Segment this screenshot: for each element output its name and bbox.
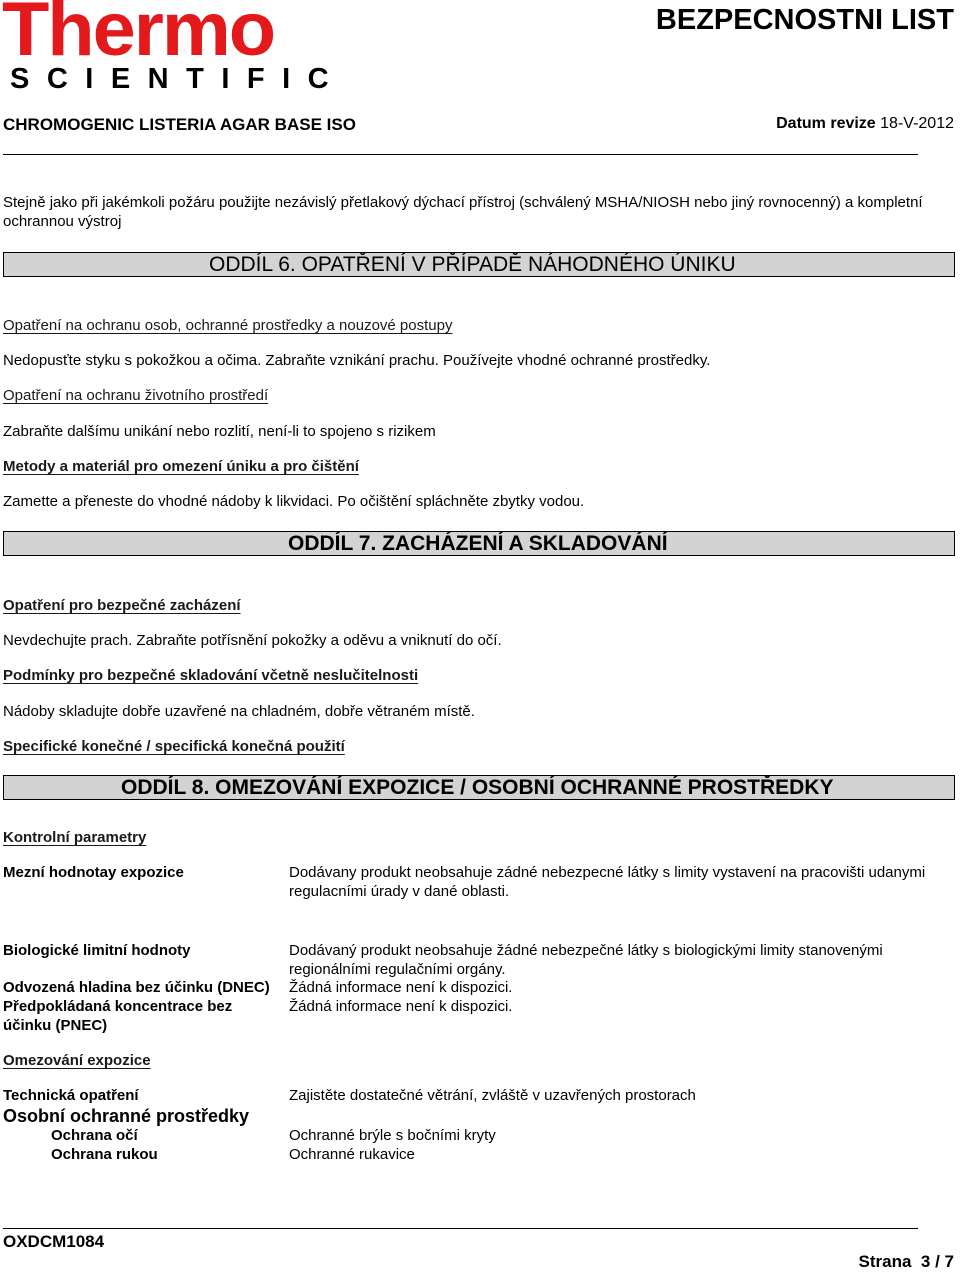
safe-handling-heading: Opatření pro bezpečné zacházení (3, 597, 241, 614)
exposure-limits-value: Dodávany produkt neobsahuje zádné nebezpecné látky s limity vystavení na pracovišti udanymi regulacními úrady v dané oblasti. (289, 864, 926, 900)
page-total: 7 (944, 1252, 954, 1271)
revision-date: 18-V-2012 (880, 115, 954, 132)
specific-end-use-heading: Specifické konečné / specifická konečná použití (3, 738, 345, 755)
pnec-label-line-1: Předpokládaná koncentrace bez (3, 998, 233, 1015)
exposure-controls-heading: Omezování expozice (3, 1052, 151, 1069)
dnec-value: Žádná informace není k dispozici. (289, 979, 513, 996)
page-number: Strana 3 / 7 (858, 1252, 954, 1271)
document-code: OXDCM1084 (3, 1232, 105, 1251)
section-6-title: ODDÍL 6. OPATŘENÍ V PŘÍPADĚ NÁHODNÉHO ÚNIKU (209, 253, 736, 276)
exposure-limits-label: Mezní hodnotay expozice (3, 864, 184, 881)
biological-limits-label: Biologické limitní hodnoty (3, 942, 191, 959)
eye-protection-value: Ochranné brýle s bočními kryty (289, 1127, 496, 1144)
revision-info (776, 115, 954, 133)
product-name: CHROMOGENIC LISTERIA AGAR BASE ISO (3, 115, 356, 134)
hand-protection-value: Ochranné rukavice (289, 1146, 415, 1163)
footer-divider (3, 1228, 918, 1229)
section-8-title: ODDÍL 8. OMEZOVÁNÍ EXPOZICE / OSOBNÍ OCHRANNÉ PROSTŘEDKY (121, 776, 834, 799)
header-divider (3, 154, 918, 155)
section-7-title: ODDÍL 7. ZACHÁZENÍ A SKLADOVÁNÍ (288, 532, 668, 555)
cleanup-methods-heading: Metody a materiál pro omezení úniku a pro čištění (3, 458, 359, 475)
page-current: 3 (920, 1252, 931, 1271)
control-parameters-heading: Kontrolní parametry (3, 829, 147, 846)
cleanup-methods-text: Zamette a přeneste do vhodné nádoby k likvidaci. Po očištění spláchněte zbytky vodou. (3, 493, 585, 510)
intro-text: Stejně jako při jakémkoli požáru použijte nezávislý přetlakový dýchací přístroj (schválený MSHA/NIOSH nebo jiný rovnocenný) a kompletní ochrannou výstroj (3, 194, 923, 230)
biological-limits-value: Dodávaný produkt neobsahuje žádné nebezpečné látky s biologickými limity stanovenými regionálními regulačními orgány. (289, 942, 883, 978)
environmental-precautions-text: Zabraňte dalšímu unikání nebo rozlití, není-li to spojeno s rizikem (3, 423, 436, 440)
pnec-label-line-2: účinku (PNEC) (3, 1017, 108, 1034)
eye-protection-label: Ochrana očí (51, 1127, 138, 1144)
section-8-header (3, 775, 955, 800)
technical-measures-label: Technická opatření (3, 1087, 139, 1104)
personal-precautions-text: Nedopusťte styku s pokožkou a očima. Zabraňte vznikání prachu. Používejte vhodné ochranné prostředky. (3, 352, 711, 369)
thermo-logo: Thermo (2, 0, 275, 72)
safe-storage-text: Nádoby skladujte dobře uzavřené na chladném, dobře větraném místě. (3, 703, 475, 720)
technical-measures-value: Zajistěte dostatečné větrání, zvláště v uzavřených prostorach (289, 1087, 696, 1104)
section-7-header (3, 531, 955, 556)
hand-protection-label: Ochrana rukou (51, 1146, 158, 1163)
personal-precautions-heading: Opatření na ochranu osob, ochranné prostředky a nouzové postupy (3, 317, 453, 334)
scientific-logo: SCIENTIFIC (10, 63, 347, 95)
page-label: Strana (858, 1252, 912, 1271)
ppe-label: Osobní ochranné prostředky (3, 1106, 250, 1126)
safe-handling-text: Nevdechujte prach. Zabraňte potřísnění pokožky a oděvu a vniknutí do očí. (3, 632, 502, 649)
document-title: BEZPECNOSTNI LIST (655, 4, 954, 36)
section-6-header (3, 252, 955, 277)
safe-storage-heading: Podmínky pro bezpečné skladování včetně neslučitelnosti (3, 667, 419, 684)
pnec-value: Žádná informace není k dispozici. (289, 998, 513, 1015)
revision-label: Datum revize (776, 115, 876, 132)
environmental-precautions-heading: Opatření na ochranu životního prostředí (3, 387, 269, 404)
dnec-label: Odvozená hladina bez účinku (DNEC) (3, 979, 270, 996)
